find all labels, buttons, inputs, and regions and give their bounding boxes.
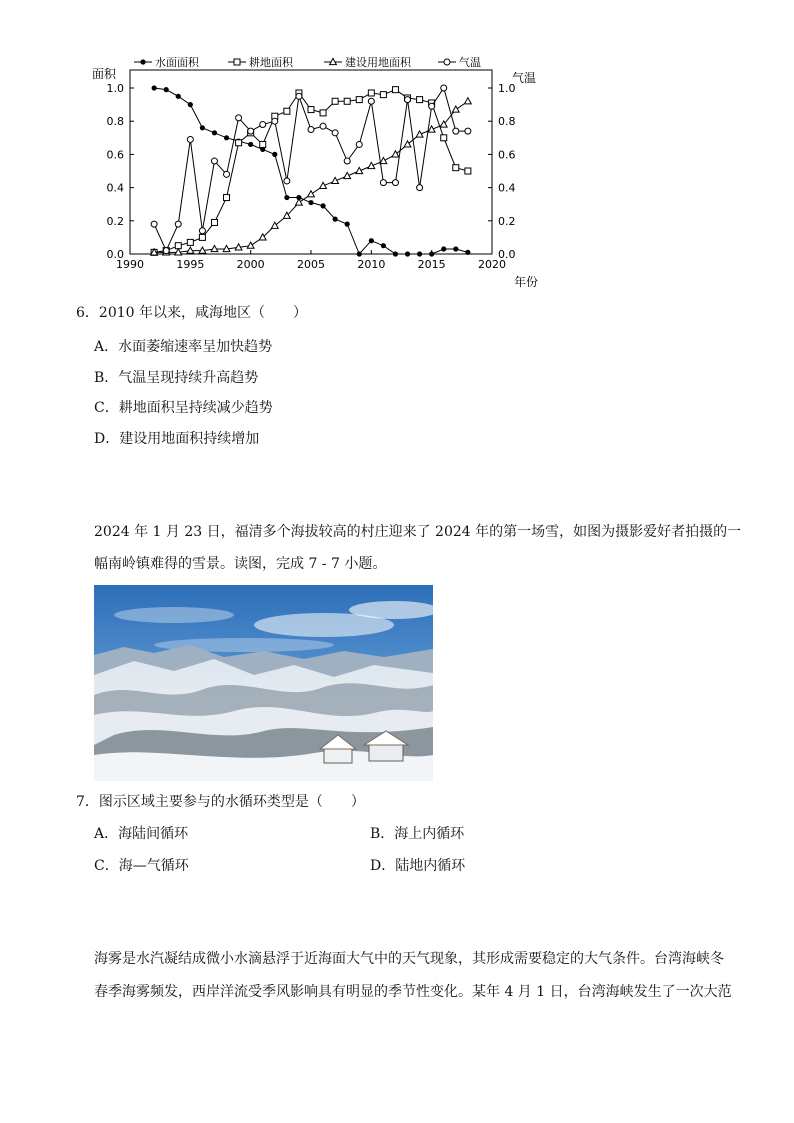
passage-snow-line-1: 2024 年 1 月 23 日，福清多个海拔较高的村庄迎来了 2024 年的第一场雪，如图为摄影爱好者拍摄的一 bbox=[94, 524, 742, 540]
data-point bbox=[151, 221, 157, 227]
data-point bbox=[272, 118, 278, 124]
data-point bbox=[296, 93, 302, 99]
x-axis-label: 年份 bbox=[514, 275, 539, 289]
data-point bbox=[248, 128, 254, 134]
data-point bbox=[164, 87, 169, 92]
data-point bbox=[357, 251, 362, 256]
data-point bbox=[441, 85, 447, 91]
data-point bbox=[163, 248, 169, 254]
data-point bbox=[247, 242, 254, 248]
data-point bbox=[308, 127, 314, 133]
data-point bbox=[260, 141, 266, 147]
data-point bbox=[140, 59, 145, 64]
data-point bbox=[465, 168, 471, 174]
data-point bbox=[444, 59, 450, 65]
land-use-temperature-chart bbox=[88, 52, 558, 292]
data-point bbox=[296, 199, 303, 205]
question-7-option-d[interactable]: D．陆地内循环 bbox=[370, 858, 466, 874]
data-point bbox=[187, 136, 193, 142]
legend-label: 水面面积 bbox=[155, 56, 199, 69]
left-tick-label: 0.6 bbox=[106, 148, 124, 162]
data-point bbox=[284, 195, 289, 200]
x-tick-label: 2000 bbox=[236, 258, 265, 271]
data-point bbox=[392, 180, 398, 186]
data-point bbox=[405, 251, 410, 256]
data-point bbox=[200, 125, 205, 130]
x-tick-label: 1990 bbox=[116, 258, 144, 271]
right-tick-label: 0.2 bbox=[498, 214, 516, 228]
data-point bbox=[320, 110, 326, 116]
data-point bbox=[368, 98, 374, 104]
data-point bbox=[417, 185, 423, 191]
legend-label: 建设用地面积 bbox=[345, 56, 411, 69]
left-tick-label: 0.8 bbox=[106, 115, 124, 129]
data-point bbox=[464, 98, 471, 104]
right-tick-label: 0.8 bbox=[498, 115, 516, 129]
right-axis-label: 气温 bbox=[512, 71, 537, 85]
data-point bbox=[392, 151, 399, 157]
data-point bbox=[369, 238, 374, 243]
data-point bbox=[211, 158, 217, 164]
data-point bbox=[212, 130, 217, 135]
legend-label: 耕地面积 bbox=[249, 56, 293, 69]
data-point bbox=[236, 140, 242, 146]
data-point bbox=[333, 217, 338, 222]
x-tick-label: 2005 bbox=[297, 258, 325, 271]
data-point bbox=[211, 219, 217, 225]
data-point bbox=[187, 239, 193, 245]
chart-plot-area bbox=[151, 85, 472, 257]
data-point bbox=[356, 97, 362, 103]
data-point bbox=[248, 142, 253, 147]
right-tick-label: 0.0 bbox=[498, 248, 516, 261]
data-point bbox=[417, 251, 422, 256]
data-point bbox=[175, 221, 181, 227]
data-point bbox=[260, 122, 266, 128]
data-point bbox=[284, 108, 290, 114]
left-tick-label: 0.2 bbox=[106, 214, 124, 228]
right-tick-label: 1.0 bbox=[498, 82, 516, 95]
passage-snow-line-2: 幅南岭镇难得的雪景。读图，完成 7 - 7 小题。 bbox=[94, 556, 387, 572]
data-point bbox=[441, 246, 446, 251]
data-point bbox=[404, 141, 411, 147]
question-6-option-b[interactable]: B．气温呈现持续升高趋势 bbox=[94, 370, 259, 386]
data-point bbox=[392, 87, 398, 93]
question-6-stem: 6．2010 年以来，咸海地区（ ） bbox=[76, 305, 307, 321]
data-point bbox=[332, 130, 338, 136]
legend-label: 气温 bbox=[459, 56, 481, 69]
data-point bbox=[224, 171, 230, 177]
data-point bbox=[429, 251, 434, 256]
data-point bbox=[308, 200, 313, 205]
chart-legend bbox=[134, 55, 481, 69]
data-point bbox=[380, 92, 386, 98]
passage-sea-fog-line-2: 春季海雾频发，西岸洋流受季风影响具有明显的季节性变化。某年 4 月 1 日，台湾海峡发生了一次大范 bbox=[94, 984, 732, 1000]
snow-landscape-photo bbox=[94, 585, 433, 781]
data-point bbox=[453, 246, 458, 251]
question-7-stem: 7．图示区域主要参与的水循环类型是（ ） bbox=[76, 794, 365, 810]
data-point bbox=[320, 123, 326, 129]
x-tick-label: 2010 bbox=[357, 258, 386, 271]
question-7-option-b[interactable]: B．海上内循环 bbox=[370, 826, 465, 842]
question-6-option-d[interactable]: D．建设用地面积持续增加 bbox=[94, 431, 260, 447]
data-point bbox=[405, 97, 411, 103]
data-point bbox=[453, 128, 459, 134]
data-point bbox=[152, 85, 157, 90]
data-point bbox=[393, 251, 398, 256]
left-tick-label: 1.0 bbox=[106, 82, 124, 95]
data-point bbox=[199, 234, 205, 240]
data-point bbox=[380, 180, 386, 186]
data-point bbox=[284, 178, 290, 184]
data-point bbox=[380, 157, 387, 163]
data-point bbox=[272, 152, 277, 157]
left-tick-label: 0.0 bbox=[106, 248, 124, 261]
right-tick-label: 0.4 bbox=[498, 181, 516, 195]
question-6-option-c[interactable]: C．耕地面积呈持续减少趋势 bbox=[94, 400, 273, 416]
data-point bbox=[224, 135, 229, 140]
data-point bbox=[332, 98, 338, 104]
data-point bbox=[441, 135, 447, 141]
left-axis-label: 面积 bbox=[92, 67, 117, 81]
data-point bbox=[429, 103, 435, 109]
data-point bbox=[465, 128, 471, 134]
x-tick-label: 1995 bbox=[176, 258, 205, 271]
question-6-option-a[interactable]: A．水面萎缩速率呈加快趋势 bbox=[94, 339, 273, 355]
data-point bbox=[320, 203, 325, 208]
x-tick-label: 2015 bbox=[417, 258, 446, 271]
data-point bbox=[417, 97, 423, 103]
data-point bbox=[271, 222, 278, 228]
question-7-option-c[interactable]: C．海—气循环 bbox=[94, 858, 189, 874]
data-point bbox=[211, 245, 218, 251]
data-point bbox=[465, 250, 470, 255]
data-point bbox=[308, 191, 315, 197]
data-point bbox=[344, 158, 350, 164]
question-7-option-a[interactable]: A．海陆间循环 bbox=[94, 826, 189, 842]
left-tick-label: 0.4 bbox=[106, 181, 124, 195]
passage-sea-fog-line-1: 海雾是水汽凝结成微小水滴悬浮于近海面大气中的天气现象，其形成需要稳定的大气条件。台湾海峡冬 bbox=[94, 951, 724, 967]
data-point bbox=[453, 165, 459, 171]
data-point bbox=[344, 98, 350, 104]
data-point bbox=[199, 228, 205, 234]
data-point bbox=[356, 141, 362, 147]
data-point bbox=[224, 195, 230, 201]
data-point bbox=[345, 222, 350, 227]
data-point bbox=[368, 90, 374, 96]
data-point bbox=[381, 243, 386, 248]
right-tick-label: 0.6 bbox=[498, 148, 516, 162]
data-point bbox=[188, 102, 193, 107]
data-point bbox=[308, 107, 314, 113]
data-point bbox=[236, 115, 242, 121]
data-point bbox=[234, 59, 240, 65]
data-point bbox=[176, 94, 181, 99]
x-tick-label: 2020 bbox=[478, 258, 506, 271]
data-point bbox=[452, 106, 459, 112]
